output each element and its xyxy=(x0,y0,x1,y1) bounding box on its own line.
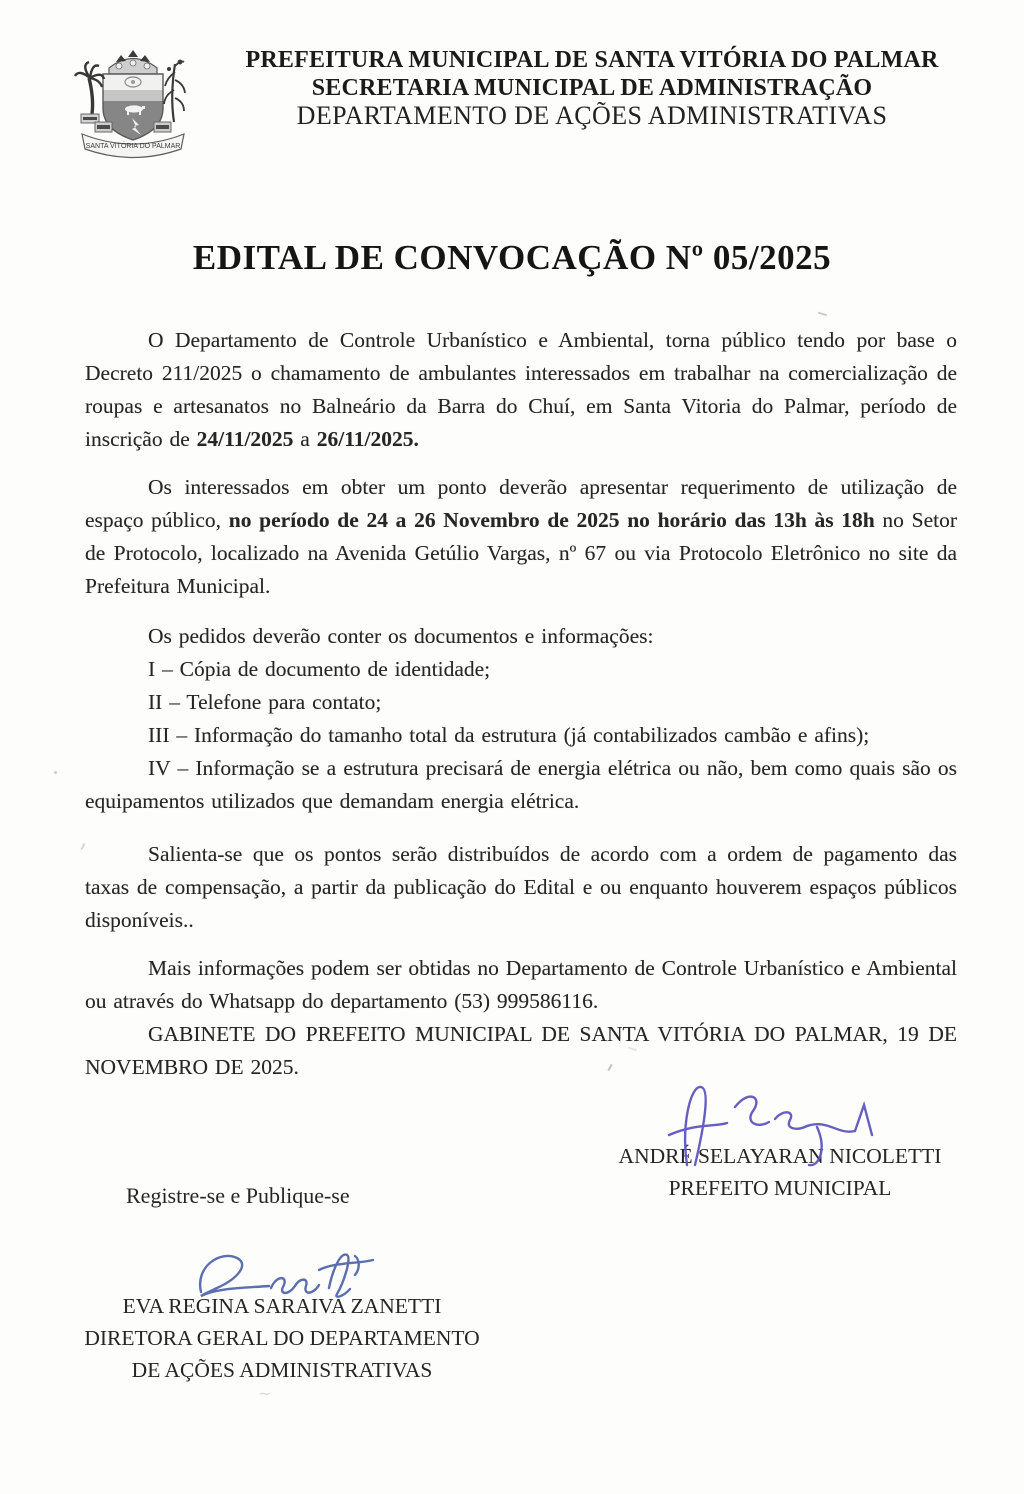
requirements-intro: Os pedidos deverão conter os documentos e informações: xyxy=(148,624,654,648)
crest-banner-text: SANTA VITÓRIA DO PALMAR xyxy=(85,143,181,150)
paragraph-gabinete: GABINETE DO PREFEITO MUNICIPAL DE SANTA VITÓRIA DO PALMAR, 19 DE NOVEMBRO DE 2025. xyxy=(85,1022,957,1079)
municipal-crest xyxy=(72,36,200,169)
requirement-item-4: IV – Informação se a estrutura precisará de energia elétrica ou não, bem como quais são os equipamentos utilizados que demandam energia elétrica. xyxy=(85,756,957,813)
director-signature-block xyxy=(62,1252,502,1386)
header-org-line1: PREFEITURA MUNICIPAL DE SANTA VITÓRIA DO PALMAR xyxy=(245,47,939,73)
paragraph-requerimento: Os interessados em obter um ponto deverão apresentar requerimento de utilização de espaço público, no período de 24 a 26 Novembro de 2025 no horário das 13h às 18h no Setor de Protocolo, localizado na Avenida Getúlio Vargas, nº 67 ou via Protocolo Eletrônico no site da Prefeitura Municipal. xyxy=(85,475,957,598)
municipal-crest-icon xyxy=(72,36,194,164)
paragraph-info: Mais informações podem ser obtidas no Departamento de Controle Urbanístico e Ambiental ou através do Whatsapp do departamento (53) 999586116. xyxy=(85,956,957,1013)
requirement-item-2: II – Telefone para contato; xyxy=(148,690,382,714)
paragraph-opening: O Departamento de Controle Urbanístico e Ambiental, torna público tendo por base o Decreto 211/2025 o chamamento de ambulantes interessados em trabalhar na comercialização de roupas e artesanatos no Balneário da Barra do Chuí, em Santa Vitoria do Palmar, período de inscrição de 24/11/2025 a 26/11/2025. xyxy=(85,328,957,451)
director-role-line2: DE AÇÕES ADMINISTRATIVAS xyxy=(131,1358,433,1382)
scan-artifact-dot xyxy=(54,771,57,774)
requirements-section xyxy=(85,620,957,818)
mayor-name: ANDRÉ SELAYARAN NICOLETTI xyxy=(618,1144,942,1168)
document-header xyxy=(72,36,984,169)
requirement-item-3: III – Informação do tamanho total da estrutura (já contabilizados cambão e afins); xyxy=(148,723,870,747)
paragraph-salienta: Salienta-se que os pontos serão distribuídos de acordo com a ordem de pagamento das taxas de compensação, a partir da publicação do Edital e ou enquanto houverem espaços públicos disponíveis.. xyxy=(85,842,957,932)
director-role-line1: DIRETORA GERAL DO DEPARTAMENTO xyxy=(84,1326,480,1350)
header-org-block xyxy=(200,36,984,169)
header-org-line3: DEPARTAMENTO DE AÇÕES ADMINISTRATIVAS xyxy=(296,101,888,130)
scan-artifact-tilde: ~ xyxy=(258,1384,272,1403)
director-name: EVA REGINA SARAIVA ZANETTI xyxy=(122,1294,442,1318)
mayor-signature-block xyxy=(600,1085,960,1204)
header-org-line2: SECRETARIA MUNICIPAL DE ADMINISTRAÇÃO xyxy=(311,75,873,101)
mayor-role: PREFEITO MUNICIPAL xyxy=(668,1176,892,1200)
requirement-item-1: I – Cópia de documento de identidade; xyxy=(148,657,491,681)
scan-artifact-dash xyxy=(818,312,827,317)
document-title: EDITAL DE CONVOCAÇÃO Nº 05/2025 xyxy=(192,238,832,277)
document-body xyxy=(85,324,957,1084)
register-note: Registre-se e Publique-se xyxy=(126,1183,350,1208)
